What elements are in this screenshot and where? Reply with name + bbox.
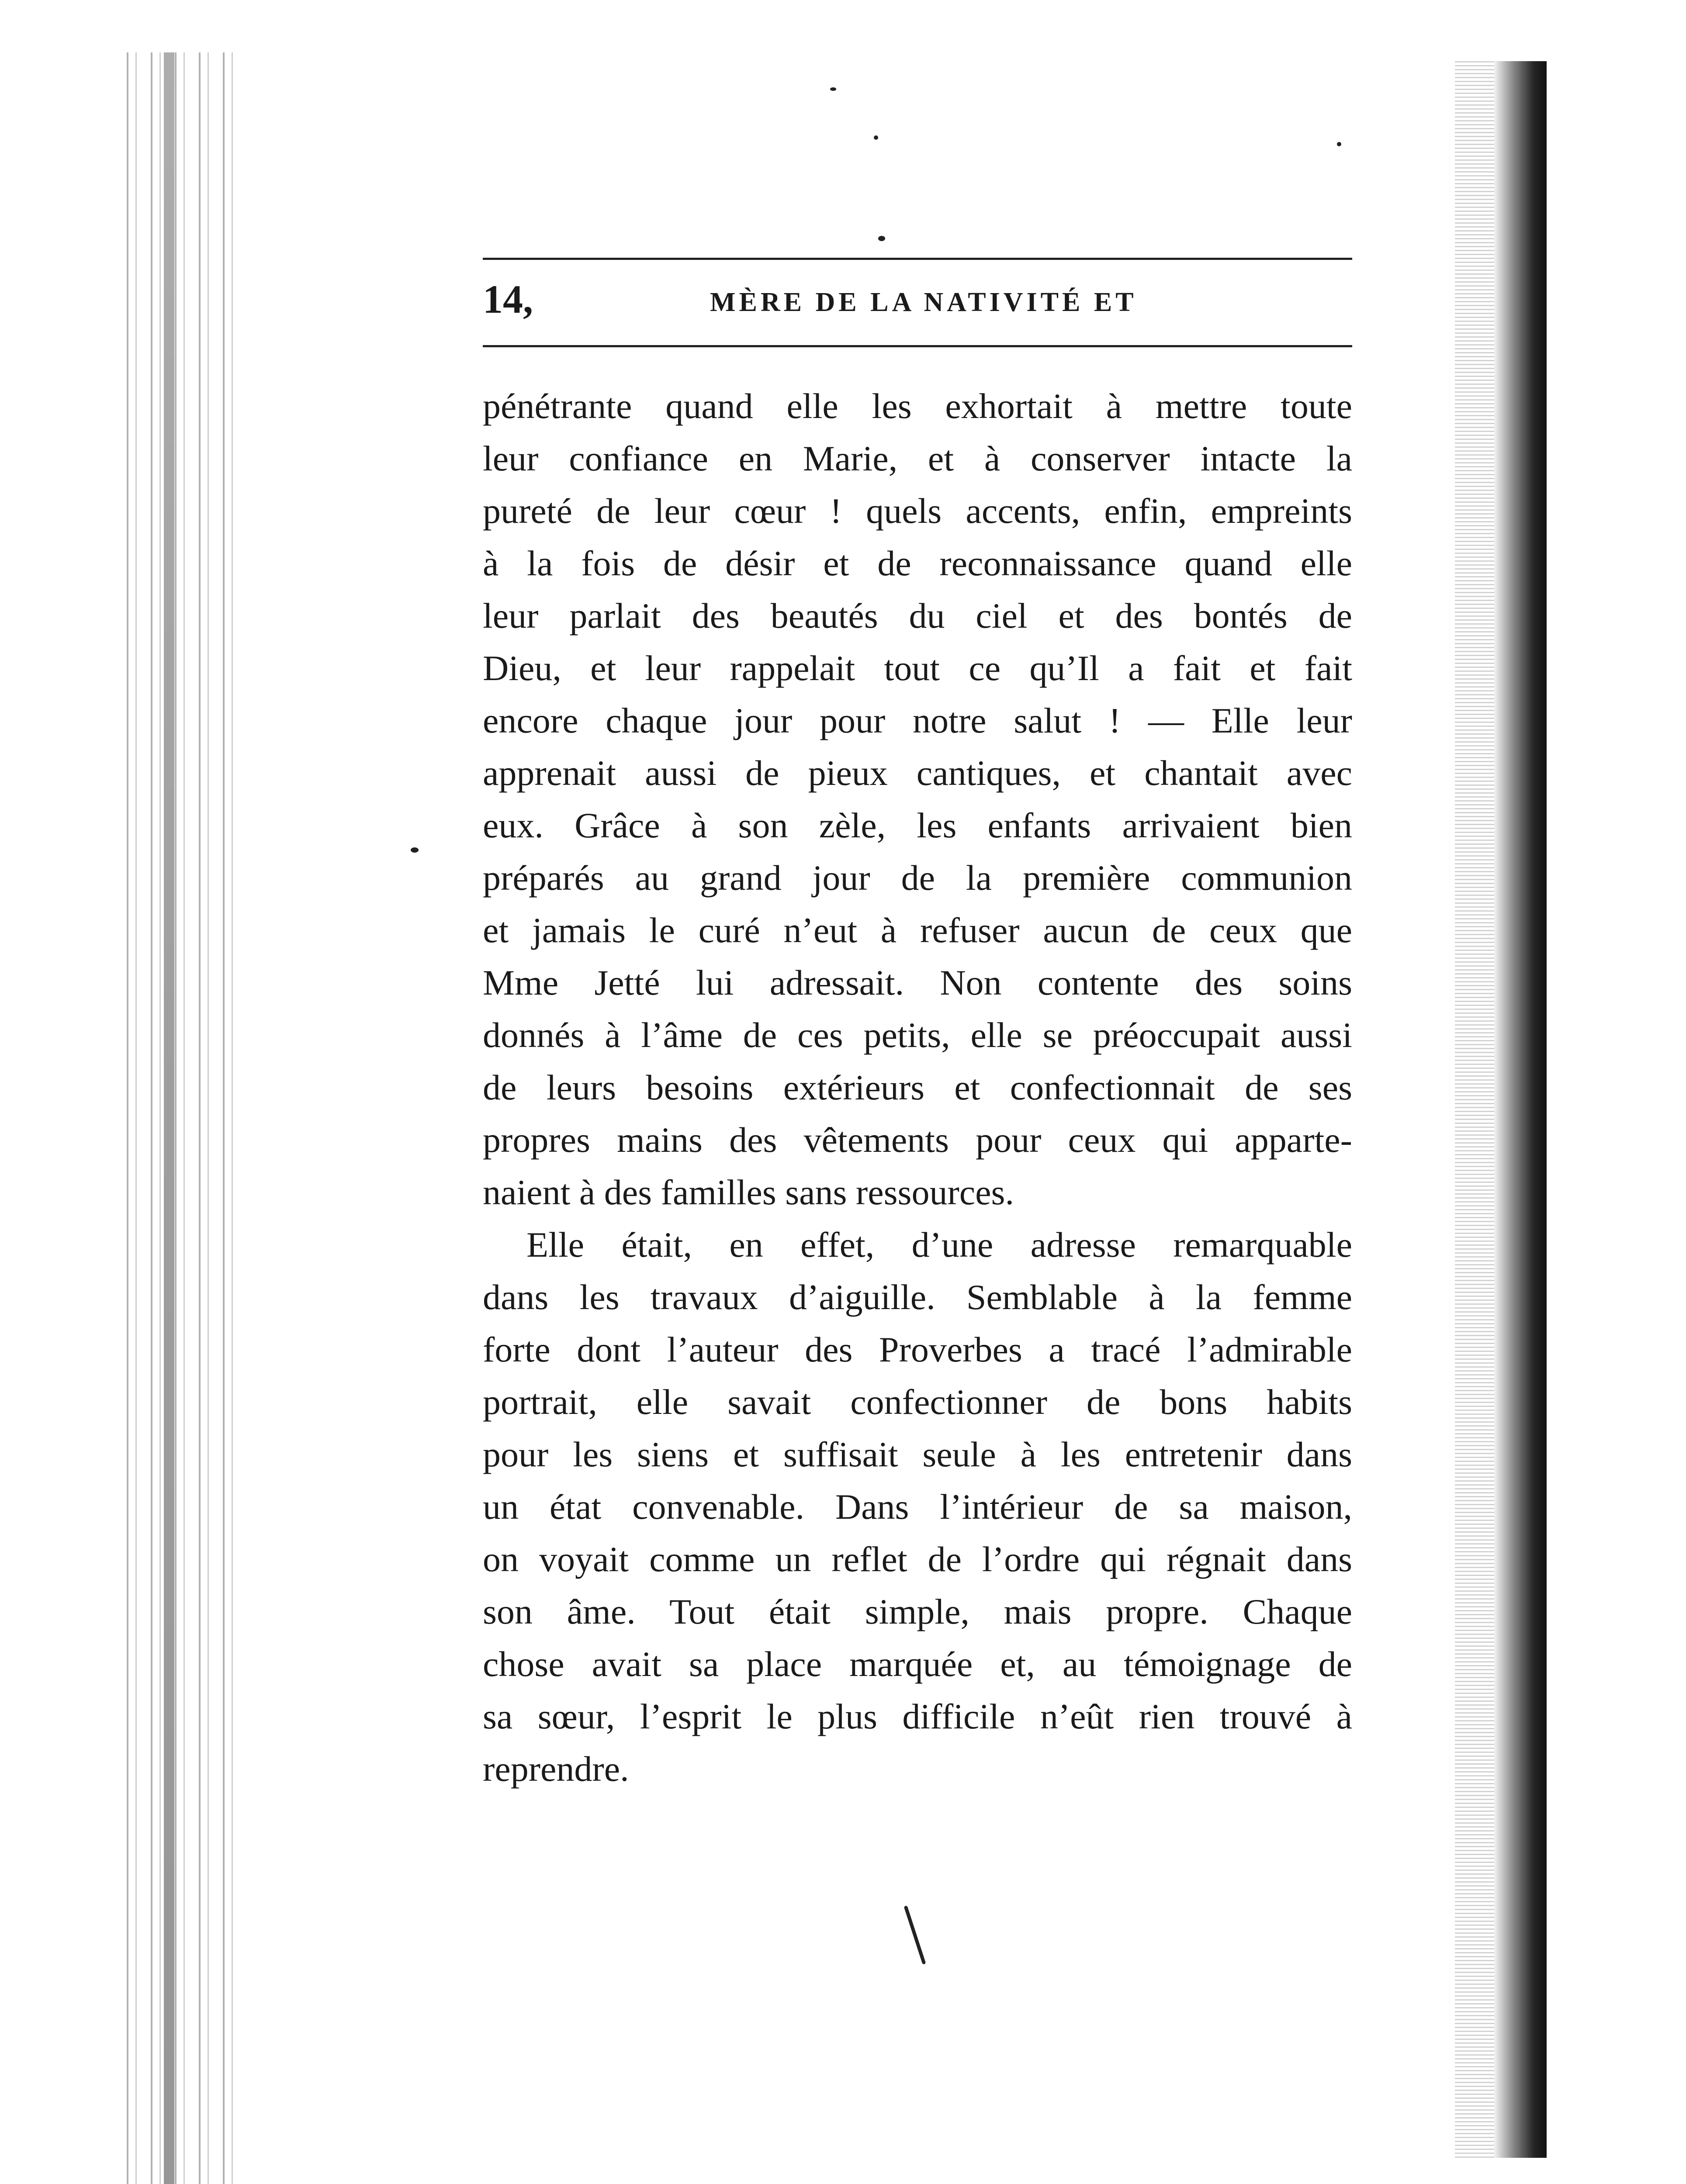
text-line: reprendre. — [483, 1749, 629, 1789]
scan-speck — [904, 1905, 926, 1965]
text-line: encore chaque jour pour notre salut ! — Elle leur — [483, 701, 1352, 740]
header-rule-top — [483, 258, 1352, 260]
text-line: forte dont l’auteur des Proverbes a tracé l’admirable — [483, 1330, 1352, 1369]
text-line: chose avait sa place marquée et, au témoignage de — [483, 1644, 1352, 1684]
scan-binding-shadow — [164, 52, 174, 2184]
text-line: donnés à l’âme de ces petits, elle se préoccupait aussi — [483, 1015, 1352, 1055]
paragraph-1 — [483, 380, 1352, 1219]
running-title: MÈRE DE LA NATIVITÉ ET — [710, 287, 1137, 317]
running-header — [483, 275, 1352, 323]
text-line: naient à des familles sans ressources. — [483, 1172, 1014, 1212]
page-number: 14, — [483, 277, 533, 321]
text-line: à la fois de désir et de reconnaissance quand elle — [483, 543, 1352, 583]
text-line: de leurs besoins extérieurs et confectionnait de ses — [483, 1068, 1352, 1107]
text-line: un état convenable. Dans l’intérieur de sa maison, — [483, 1487, 1352, 1527]
text-line: eux. Grâce à son zèle, les enfants arrivaient bien — [483, 805, 1352, 845]
text-line: pénétrante quand elle les exhortait à mettre toute — [483, 386, 1352, 426]
text-line: leur confiance en Marie, et à conserver intacte la — [483, 439, 1352, 478]
text-line: portrait, elle savait confectionner de bons habits — [483, 1382, 1352, 1422]
text-line: sa sœur, l’esprit le plus difficile n’eût rien trouvé à — [483, 1697, 1352, 1736]
header-rule-bottom — [483, 345, 1352, 347]
text-line: pureté de leur cœur ! quels accents, enfin, empreints — [483, 491, 1352, 531]
body-text — [483, 380, 1352, 1795]
text-line: propres mains des vêtements pour ceux qui apparte- — [483, 1120, 1352, 1160]
text-line: Dieu, et leur rappelait tout ce qu’Il a fait et fait — [483, 648, 1352, 688]
scan-speck — [874, 135, 878, 140]
text-line: pour les siens et suffisait seule à les entretenir dans — [483, 1434, 1352, 1474]
scan-speck — [1337, 142, 1341, 146]
scan-page-edge-right — [1494, 61, 1547, 2158]
scan-speck — [830, 87, 836, 91]
text-line: et jamais le curé n’eut à refuser aucun de ceux que — [483, 910, 1352, 950]
text-line: Mme Jetté lui adressait. Non contente des soins — [483, 963, 1352, 1002]
text-line: dans les travaux d’aiguille. Semblable à la femme — [483, 1277, 1352, 1317]
text-line: on voyait comme un reflet de l’ordre qui régnait dans — [483, 1539, 1352, 1579]
text-line: Elle était, en effet, d’une adresse remarquable — [526, 1225, 1352, 1265]
text-line: préparés au grand jour de la première communion — [483, 858, 1352, 898]
text-line: son âme. Tout était simple, mais propre. Chaque — [483, 1592, 1352, 1631]
text-line: apprenait aussi de pieux cantiques, et chantait avec — [483, 753, 1352, 793]
scan-binding-edge-left — [122, 52, 236, 2184]
scan-speck — [878, 236, 885, 241]
paragraph-2 — [483, 1219, 1352, 1795]
scan-speck — [411, 847, 419, 853]
text-line: leur parlait des beautés du ciel et des bontés de — [483, 596, 1352, 636]
